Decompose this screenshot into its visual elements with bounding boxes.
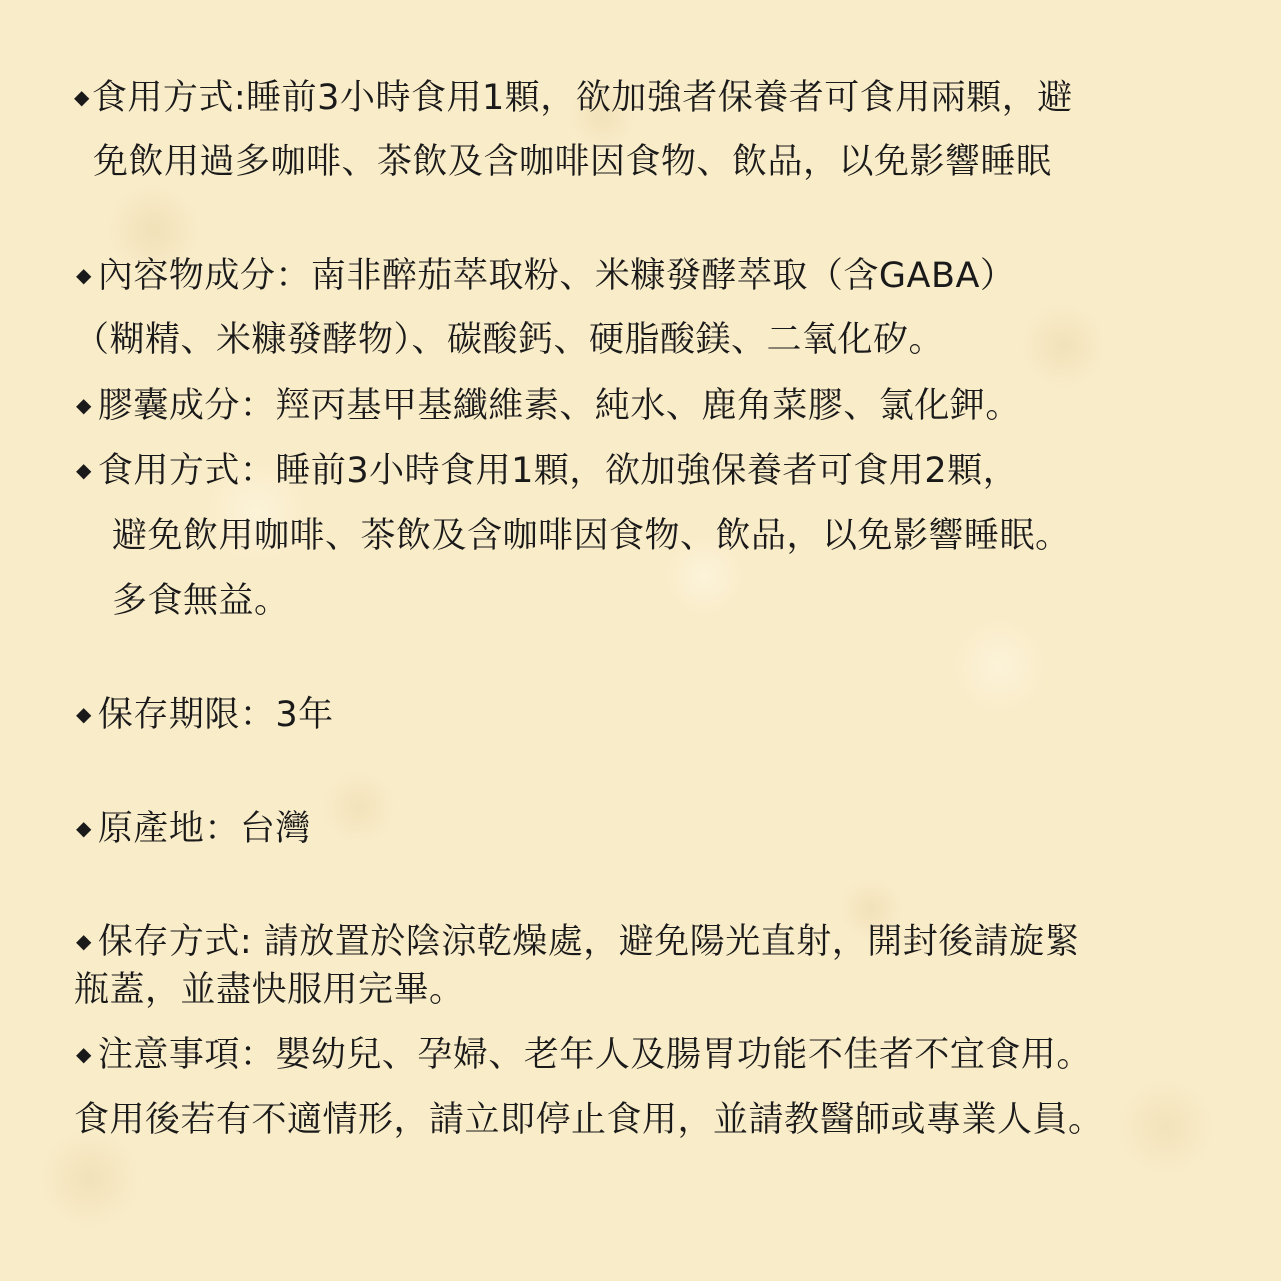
capsule-line-1 xyxy=(76,383,1021,428)
storage-text-2: 瓶蓋，並盡快服用完畢。 xyxy=(74,970,465,1010)
diamond-bullet-icon: ◆ xyxy=(74,85,90,109)
origin-line-1 xyxy=(76,806,311,851)
usage-line-1 xyxy=(76,448,1018,493)
notes-line-2 xyxy=(74,1098,1104,1142)
diamond-bullet-icon: ◆ xyxy=(76,1042,92,1066)
diamond-bullet-icon: ◆ xyxy=(76,702,92,726)
usage-text-3: 多食無益。 xyxy=(112,581,290,621)
ingredients-line-2 xyxy=(74,318,944,362)
ingredients-line-1 xyxy=(76,253,1015,298)
storage-line-1 xyxy=(76,919,1080,964)
notes-text-2: 食用後若有不適情形，請立即停止食用，並請教醫師或專業人員。 xyxy=(74,1100,1104,1140)
usage-text-2: 避免飲用咖啡、茶飲及含咖啡因食物、飲品，以免影響睡眠。 xyxy=(112,516,1071,556)
shelf-life-line-1 xyxy=(76,692,334,737)
diamond-bullet-icon: ◆ xyxy=(76,816,92,840)
storage-text-1: 保存方式: 請放置於陰涼乾燥處，避免陽光直射，開封後請旋緊 xyxy=(97,922,1081,962)
diamond-bullet-icon: ◆ xyxy=(76,393,92,417)
usage-short-line-2 xyxy=(93,140,1052,184)
notes-text-1: 注意事項：嬰幼兒、孕婦、老年人及腸胃功能不佳者不宜食用。 xyxy=(97,1035,1092,1075)
ingredients-text-1: 內容物成分：南非醉茄萃取粉、米糠發酵萃取（含GABA） xyxy=(97,256,1016,296)
usage-short-text-1: 食用方式:睡前3小時食用1顆，欲加強者保養者可食用兩顆，避 xyxy=(91,78,1073,118)
diamond-bullet-icon: ◆ xyxy=(76,263,92,287)
usage-text-1: 食用方式：睡前3小時食用1顆，欲加強保養者可食用2顆， xyxy=(97,451,1019,491)
notes-line-1 xyxy=(76,1032,1092,1077)
diamond-bullet-icon: ◆ xyxy=(76,929,92,953)
storage-line-2 xyxy=(74,968,465,1012)
usage-line-2 xyxy=(112,514,1071,558)
usage-short-line-1 xyxy=(74,75,1073,120)
usage-short-text-2: 免飲用過多咖啡、茶飲及含咖啡因食物、飲品，以免影響睡眠 xyxy=(93,142,1052,182)
origin-text-1: 原產地：台灣 xyxy=(97,809,311,849)
usage-line-3 xyxy=(112,579,290,623)
diamond-bullet-icon: ◆ xyxy=(76,458,92,482)
capsule-text-1: 膠囊成分：羥丙基甲基纖維素、純水、鹿角菜膠、氯化鉀。 xyxy=(97,386,1021,426)
shelf-life-text-1: 保存期限：3年 xyxy=(97,695,334,735)
ingredients-text-2: （糊精、米糠發酵物）、碳酸鈣、硬脂酸鎂、二氧化矽。 xyxy=(74,320,945,360)
